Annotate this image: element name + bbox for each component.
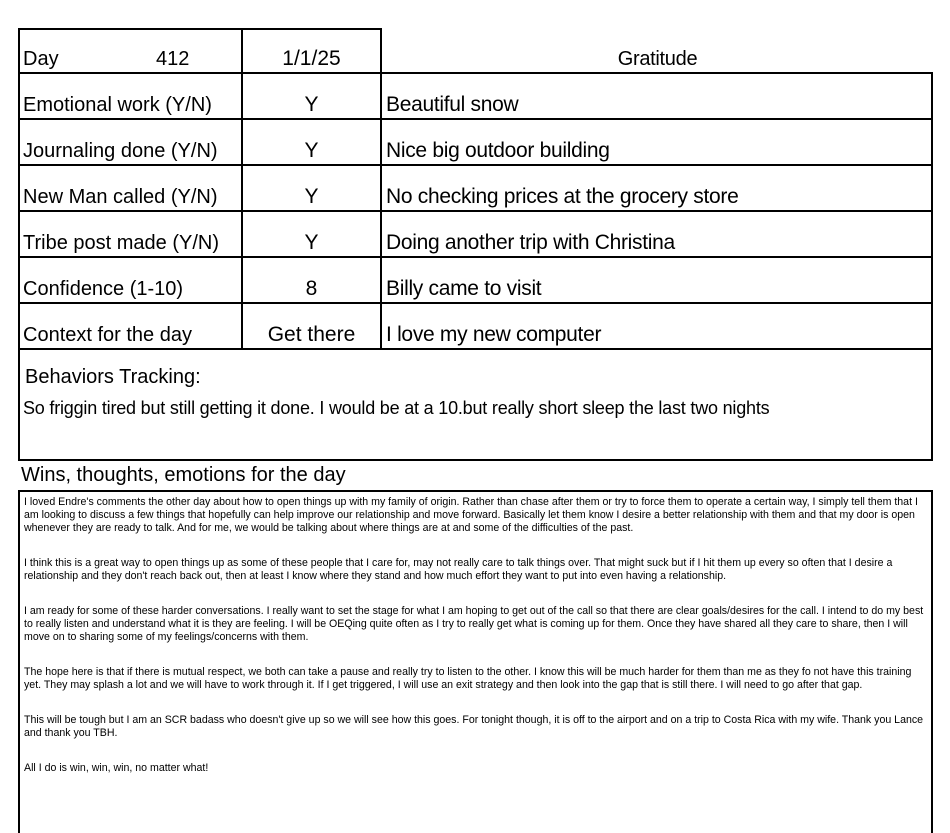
- notes-paragraph: I am ready for some of these harder conversations. I really want to set the stage for what I am hoping to get out of the call so that there are clear goals/desires for the call. I intend to do my best to really listen and understand what it is they are feeling. I will be OEQing quite often as I try to really get what is coming up for them. Once they have shared all they care to share, then I will move on to sharing some of my feelings/concerns with them.: [24, 605, 924, 643]
- gratitude-item: Doing another trip with Christina: [386, 231, 675, 254]
- day-number: 412: [156, 48, 190, 70]
- row-label-cell: [18, 74, 241, 120]
- row-value: Y: [304, 139, 319, 162]
- row-value-cell: [241, 212, 380, 258]
- gratitude-title: Gratitude: [617, 48, 698, 70]
- gratitude-header-cell: [380, 28, 933, 74]
- date-value: 1/1/25: [282, 47, 341, 70]
- row-value: 8: [305, 277, 318, 300]
- row-value: Y: [304, 231, 319, 254]
- gratitude-item: Nice big outdoor building: [386, 139, 610, 162]
- gratitude-cell: [380, 120, 933, 166]
- gratitude-item: No checking prices at the grocery store: [386, 185, 739, 208]
- row-value-cell: [241, 258, 380, 304]
- gratitude-item: Beautiful snow: [386, 93, 519, 116]
- row-value-cell: [241, 304, 380, 350]
- gratitude-cell: [380, 304, 933, 350]
- gratitude-item: I love my new computer: [386, 323, 602, 346]
- row-value-cell: [241, 74, 380, 120]
- wins-title: Wins, thoughts, emotions for the day: [21, 464, 346, 486]
- notes-paragraph: All I do is win, win, win, no matter what!: [24, 762, 209, 774]
- row-label: Tribe post made (Y/N): [23, 232, 219, 254]
- row-value-cell: [241, 120, 380, 166]
- gratitude-cell: [380, 212, 933, 258]
- behaviors-text: So friggin tired but still getting it done. I would be at a 10.but really short sleep the last two nights: [23, 398, 770, 418]
- wins-notes-box: [18, 490, 933, 833]
- gratitude-cell: [380, 166, 933, 212]
- row-label-cell: [18, 304, 241, 350]
- date-cell: [241, 28, 380, 74]
- gratitude-cell: [380, 74, 933, 120]
- row-value: Get there: [267, 323, 356, 346]
- row-value-cell: [241, 166, 380, 212]
- row-label-cell: [18, 166, 241, 212]
- row-label-cell: [18, 120, 241, 166]
- notes-paragraph: I loved Endre's comments the other day about how to open things up with my family of origin. Rather than chase after them or try to force them to operate a certain way, I simply tell them that I am looking to discuss a few things that hopefully can help improve our relationship and move forward. Basically let them know I desire a better relationship with them and that my door is open whenever they are ready to talk. And for me, we would be talking about where things are at and some of the difficulties of the past.: [24, 496, 918, 534]
- row-label: Confidence (1-10): [23, 278, 184, 300]
- row-label-cell: [18, 212, 241, 258]
- day-label: Day: [23, 48, 59, 70]
- row-value: Y: [304, 93, 319, 116]
- row-label: Journaling done (Y/N): [23, 140, 218, 162]
- day-label-cell: [18, 28, 241, 74]
- notes-paragraph: I think this is a great way to open things up as some of these people that I care for, may not really care to talk things over. That might suck but if I hit them up every so often that I desire a relationship and they don't reach back out, then at least I know where they stand and how much effort they want to put into even having a relationship.: [24, 557, 893, 582]
- notes-paragraph: The hope here is that if there is mutual respect, we both can take a pause and really try to listen to the other. I know this will be much harder for them than me as they fo not have this training yet. They may splash a lot and we will have to work through it. If I get triggered, I will use an exit strategy and then look into the gap that is still there. I will need to go after that gap.: [24, 666, 912, 691]
- row-value: Y: [304, 185, 319, 208]
- row-label: New Man called (Y/N): [23, 186, 218, 208]
- row-label: Emotional work (Y/N): [23, 94, 212, 116]
- gratitude-cell: [380, 258, 933, 304]
- behaviors-tracking-box: [18, 350, 933, 461]
- row-label-cell: [18, 258, 241, 304]
- row-label: Context for the day: [23, 324, 192, 346]
- notes-paragraph: This will be tough but I am an SCR badass who doesn't give up so we will see how this goes. For tonight though, it is off to the airport and on a trip to Costa Rica with my wife. Thank you Lance and thank you TBH.: [24, 714, 924, 739]
- gratitude-item: Billy came to visit: [386, 277, 542, 300]
- behaviors-title: Behaviors Tracking:: [25, 366, 201, 388]
